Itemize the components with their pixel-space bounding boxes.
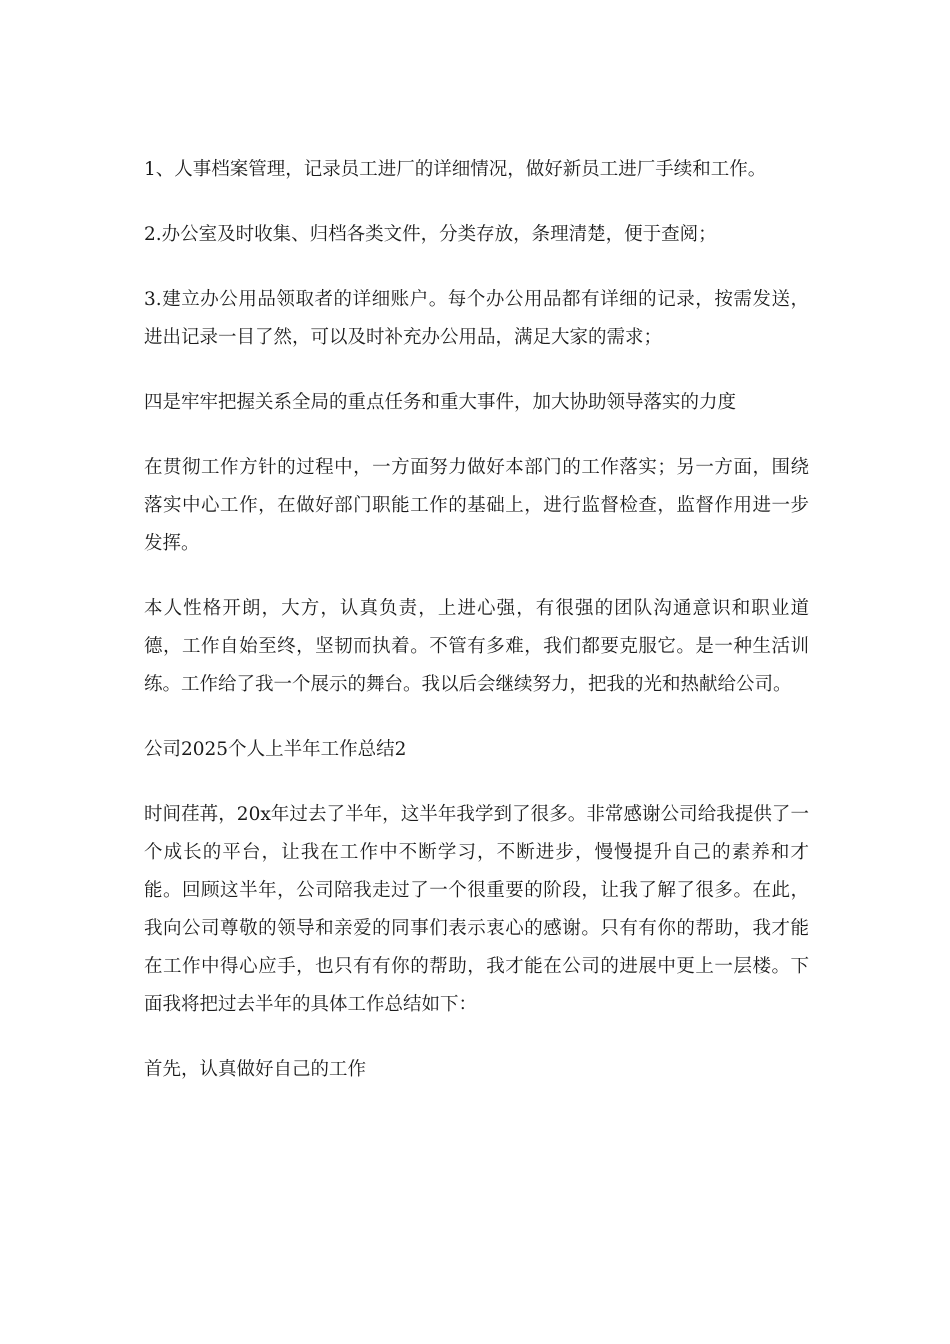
paragraph-half-year-review: 时间荏苒，20x年过去了半年，这半年我学到了很多。非常感谢公司给我提供了一个成长的平台，让我在工作中不断学习，不断进步，慢慢提升自己的素养和才能。回顾这半年，公司陪我走过了一个很重要的阶段，让我了解了很多。在此，我向公司尊敬的领导和亲爱的同事们表示衷心的感谢。只有有你的帮助，我才能在工作中得心应手，也只有有你的帮助，我才能在公司的进展中更上一层楼。下面我将把过去半年的具体工作总结如下： — [144, 804, 809, 1015]
paragraph-personnel-files: 1、人事档案管理，记录员工进厂的详细情况，做好新员工进厂手续和工作。 — [144, 159, 767, 180]
paragraph-file-archiving: 2.办公室及时收集、归档各类文件，分类存放，条理清楚，便于查阅； — [144, 224, 717, 245]
paragraph-first-point: 首先，认真做好自己的工作 — [144, 1059, 367, 1080]
section-heading: 公司2025个人上半年工作总结2 — [144, 739, 407, 760]
paragraph-key-tasks: 四是牢牢把握关系全局的重点任务和重大事件，加大协助领导落实的力度 — [144, 392, 737, 413]
document-body — [144, 151, 809, 1116]
paragraph-office-supplies: 3.建立办公用品领取者的详细账户。每个办公用品都有详细的记录，按需发送，进出记录一目了然，可以及时补充办公用品，满足大家的需求； — [144, 289, 809, 348]
paragraph-personal-character: 本人性格开朗，大方，认真负责，上进心强，有很强的团队沟通意识和职业道德，工作自始至终，坚韧而执着。不管有多难，我们都要克服它。是一种生活训练。工作给了我一个展示的舞台。我以后会继续努力，把我的光和热献给公司。 — [144, 598, 809, 695]
paragraph-policy-implementation: 在贯彻工作方针的过程中，一方面努力做好本部门的工作落实；另一方面，围绕落实中心工作，在做好部门职能工作的基础上，进行监督检查，监督作用进一步发挥。 — [144, 457, 809, 554]
